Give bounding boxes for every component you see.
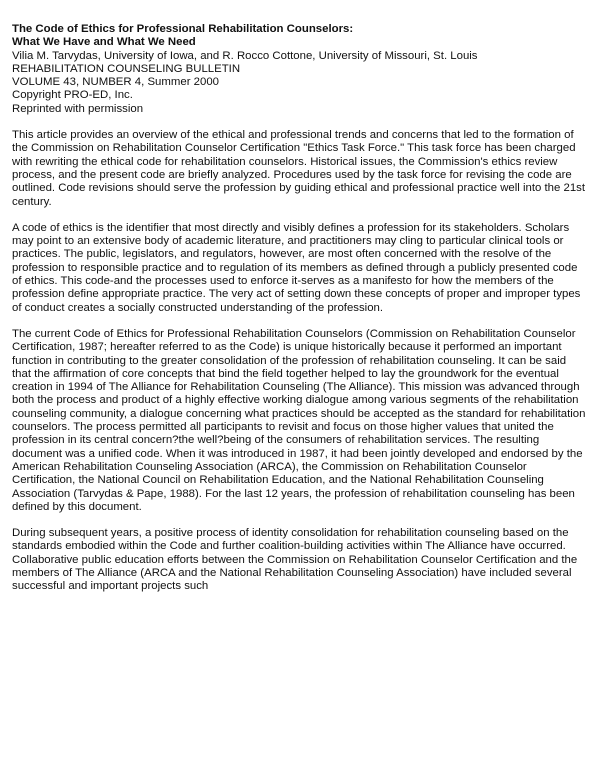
volume-info: VOLUME 43, NUMBER 4, Summer 2000 — [12, 76, 220, 89]
spacer — [12, 315, 586, 328]
body-paragraph: During subsequent years, a positive process of identity consolidation for rehabilitation counseling based on the standards embodied within the Code and further coalition-building activities within The Alliance have occurred. Collaborative public education efforts between the Commission on Rehabilitation Counselor Certification and the members of The Alliance (ARCA and the National Rehabilitation Counseling Association) have included several successful and important projects such — [12, 527, 578, 593]
article-page — [12, 23, 586, 594]
journal-name: REHABILITATION COUNSELING BULLETIN — [12, 62, 241, 75]
body-paragraph: The current Code of Ethics for Professional Rehabilitation Counselors (Commission on Rehabilitation Counselor Certification, 1987; hereafter referred to as the Code) is unique historically because it performed an important function in contributing to the greater consolidation of the profession of rehabilitation counseling. It can be said that the affirmation of core concepts that bind the field together helped to lay the groundwork for the eventual creation in 1994 of The Alliance for Rehabilitation Counseling (The Alliance). This mission was advanced through both the process and product of a highly effective working dialogue among various segments of the rehabilitation counseling community, a dialogue concerning what practices should be accepted as the standard for rehabilitation counselors. The process permitted all participants to revisit and focus on those higher values that united the profession in its central concern?the well?being of the consumers of rehabilitation services. The resulting document was a unified code. When it was introduced in 1987, it had been jointly developed and endorsed by the American Rehabilitation Counseling Association (ARCA), the Commission on Rehabilitation Counselor Certification, the National Council on Rehabilitation Education, and the National Rehabilitation Counseling Association (Tarvydas & Pape, 1988). For the last 12 years, the profession of rehabilitation counseling has been defined by this document. — [12, 327, 586, 513]
spacer — [12, 514, 586, 527]
reprint-notice: Reprinted with permission — [12, 102, 144, 115]
body-paragraph: A code of ethics is the identifier that most directly and visibly defines a profession for its stakeholders. Scholars may point to an extensive body of academic literature, and practitioners may cling to particular clinical tools or practices. The public, legislators, and regulators, however, are most often concerned with the resolve of the profession to responsible practice and to regulation of its members as defined through a publicly presented code of ethics. This code-and the processes used to enforce it-serves as a manifesto for how the members of the profession define appropriate practice. The very act of setting down these concepts of proper and improper types of conduct creates a socially constructed understanding of the profession. — [12, 221, 581, 314]
authors-line: Vilia M. Tarvydas, University of Iowa, and R. Rocco Cottone, University of Missouri, St. Louis — [12, 49, 478, 62]
article-title-line-2: What We Have and What We Need — [12, 36, 196, 49]
spacer — [12, 209, 586, 222]
abstract-paragraph: This article provides an overview of the ethical and professional trends and concerns that led to the formation of the Commission on Rehabilitation Counselor Certification "Ethics Task Force." This task force has been charged with rewriting the ethical code for rehabilitation counselors. Historical issues, the Commission's ethics review process, and the present code are briefly analyzed. Procedures used by the task force for revising the code are outlined. Code revisions should serve the profession by guiding ethical and professional practice well into the 21st century. — [12, 129, 586, 208]
spacer — [12, 116, 586, 129]
copyright-notice: Copyright PRO-ED, Inc. — [12, 89, 133, 102]
article-header — [12, 23, 586, 116]
article-title-line-1: The Code of Ethics for Professional Rehabilitation Counselors: — [12, 23, 354, 35]
